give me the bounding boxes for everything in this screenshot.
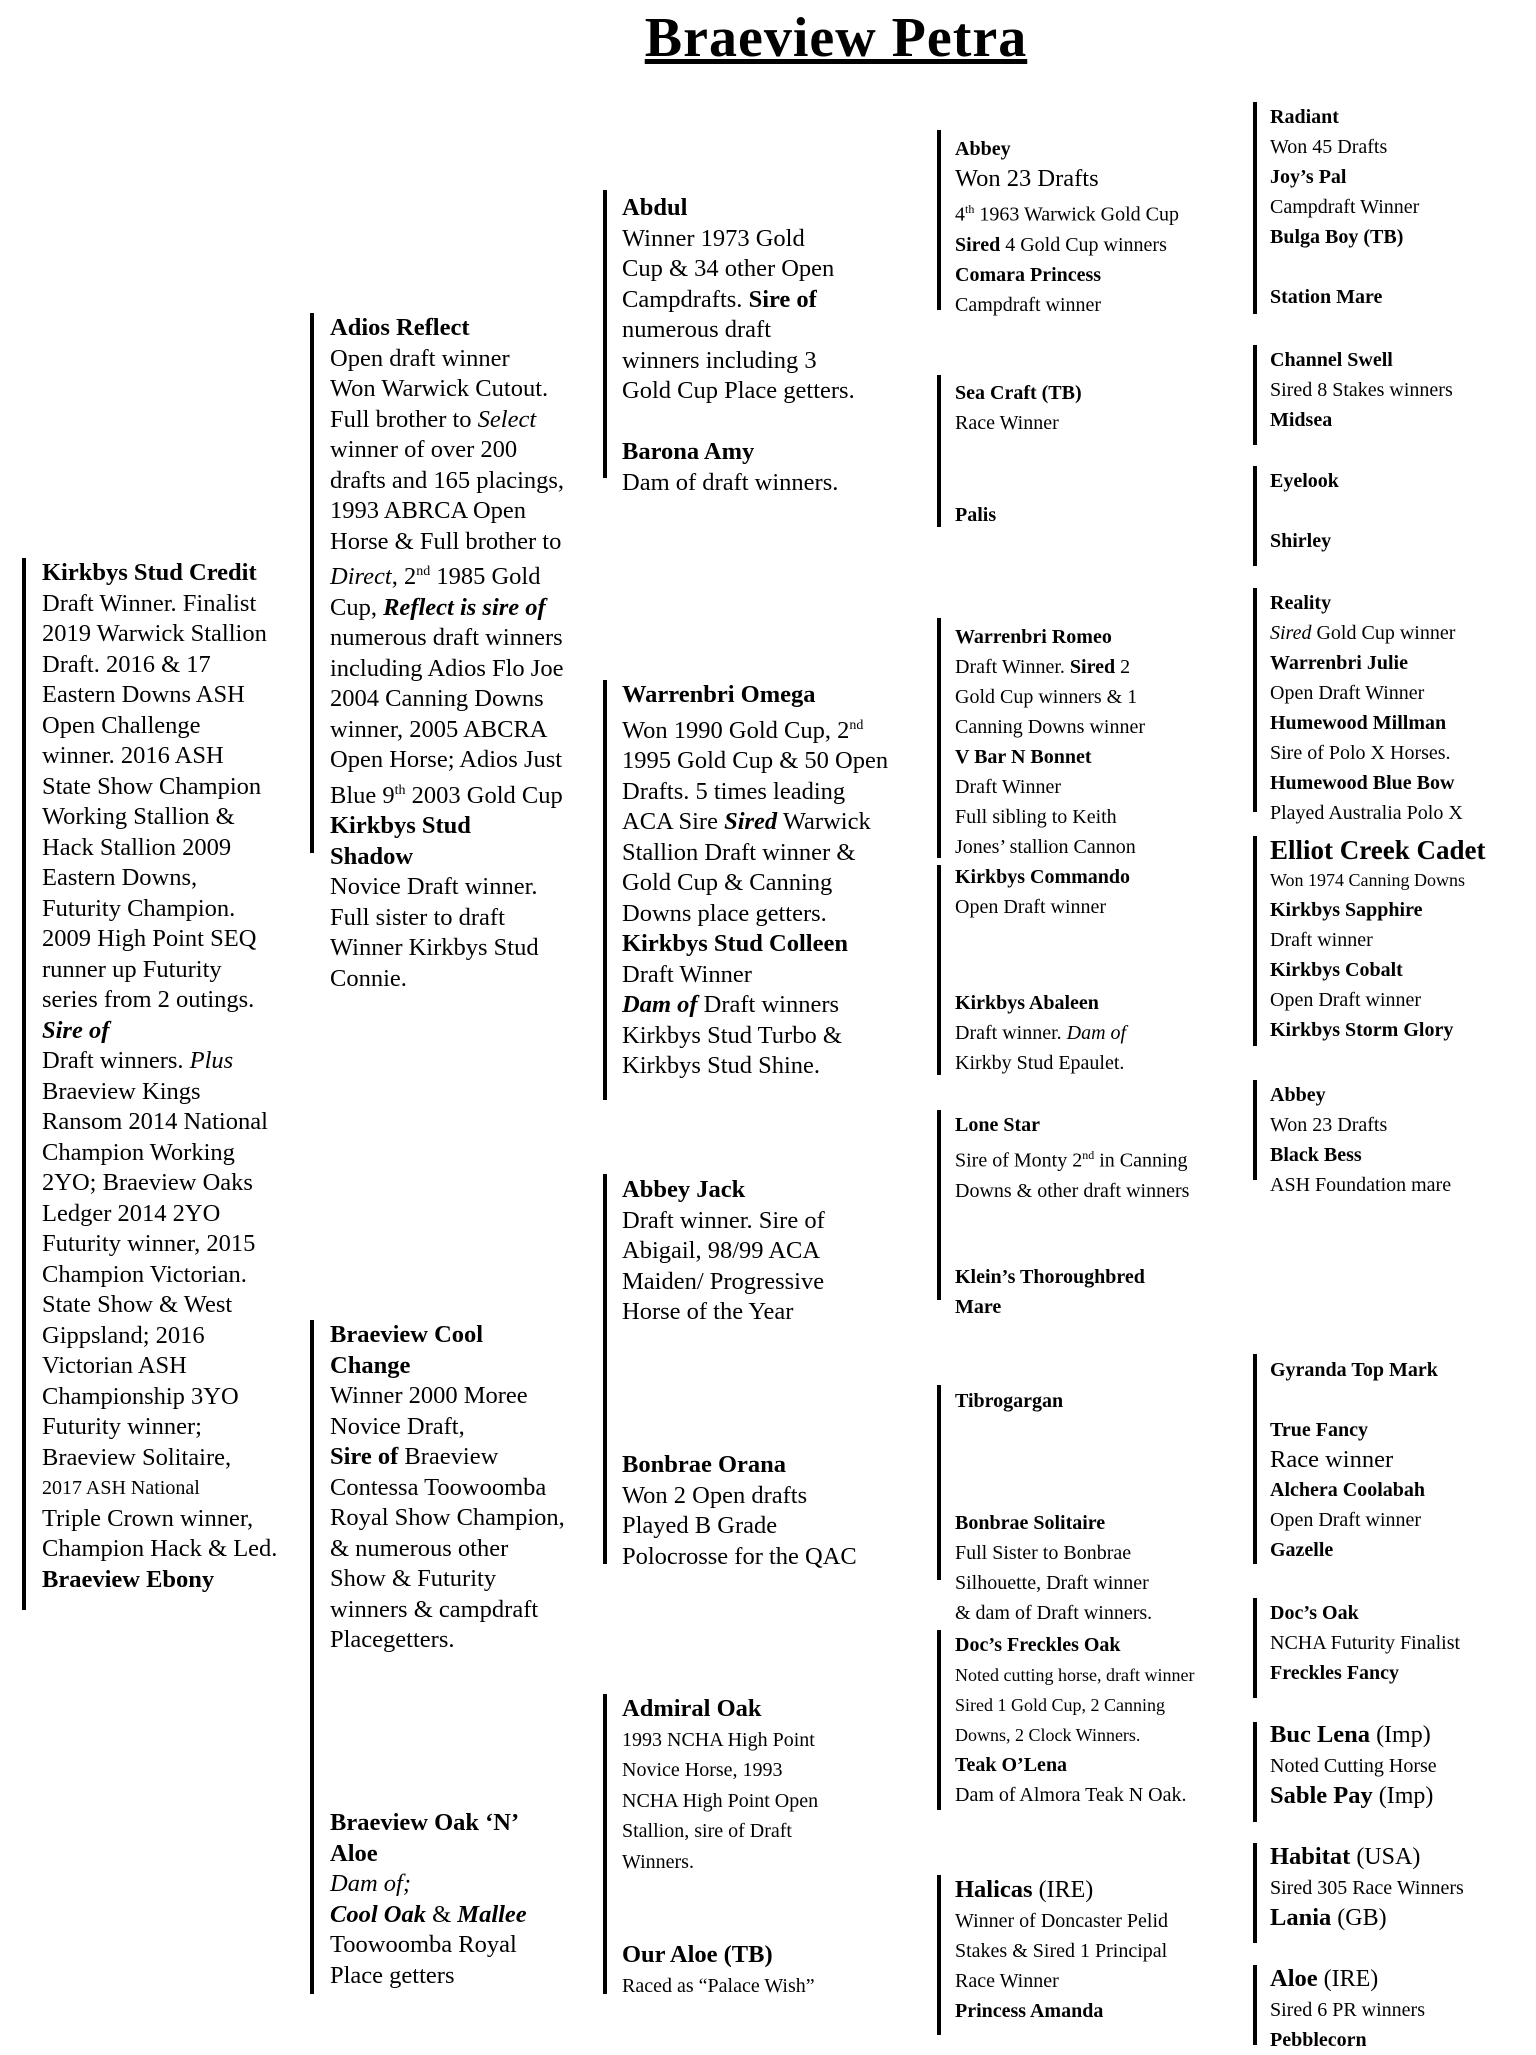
horse-name: Black Bess [1270,1144,1362,1166]
horse-name: Lone Star [955,1114,1040,1136]
gen5-group-7 [1270,1355,1535,1565]
note: NCHA High Point Open [622,1789,819,1812]
note: 1985 Gold [430,563,541,591]
note: Open Horse; Adios Just [330,746,563,774]
note: Cup, [330,593,384,621]
note: Canning Downs winner [955,716,1145,738]
horse-name: Reality [1270,592,1332,614]
note: Hack Stallion 2009 [42,833,232,861]
gen5-group-5 [1270,835,1535,1045]
note: NCHA Futurity Finalist [1270,1632,1461,1654]
gen4-entry-bonbrae-solitaire [955,1508,1255,1628]
bracket-line [1253,1843,1257,1943]
note: Braeview Solitaire, [42,1443,232,1471]
horse-name: Aloe [330,1839,378,1867]
gen5-group-4 [1270,588,1535,828]
note: Race winner [1270,1446,1394,1473]
horse-name: Barona Amy [622,438,755,465]
horse-name: V Bar N Bonnet [955,746,1092,768]
note: Kirkbys Stud Shine. [622,1052,821,1080]
note: Stallion Draft winner & [622,838,856,866]
note: Downs place getters. [622,899,827,927]
horse-name: True Fancy [1270,1419,1368,1441]
note: 2YO; Braeview Oaks [42,1169,253,1196]
horse-name: Braeview Ebony [42,1565,215,1593]
note: winner. 2016 ASH [42,742,224,769]
horse-name: Klein’s Thoroughbred [955,1266,1145,1288]
note: winner of over 200 [330,436,518,463]
note: Draft winner [1270,929,1373,951]
note: Campdraft Winner [1270,196,1420,218]
note: Downs, 2 Clock Winners. [955,1725,1141,1745]
note: Ledger 2014 2YO [42,1199,221,1227]
page-title: Braeview Petra [644,7,1028,69]
gen3-entry-admiral-oak [622,1694,922,1877]
note: Draft winner. Sire of [622,1206,825,1234]
gen2-entry-braeview-oak-n-aloe [330,1808,600,1991]
note: Placegetters. [330,1626,455,1653]
horse-name: Abbey [955,138,1011,160]
note: Sire of Polo X Horses. [1270,742,1451,764]
bracket-line [603,680,607,1100]
note: Braeview Kings [42,1077,201,1105]
bracket-line [937,1510,941,1580]
note: th [965,202,975,216]
note: ACA Sire [622,808,725,836]
note: Raced as “Palace Wish” [622,1974,815,1997]
note: Won 45 Drafts [1270,136,1388,158]
note: 1963 Warwick Gold Cup [974,203,1180,226]
note: Won 23 Drafts [1270,1114,1388,1136]
note: Novice Draft winner. [330,873,538,901]
note: (GB) [1331,1905,1387,1931]
note: Won 1990 Gold Cup, 2 [622,716,850,744]
horse-name: Humewood Millman [1270,712,1447,734]
horse-name: Teak O’Lena [955,1754,1068,1776]
note: Kirkbys Stud Turbo & [622,1021,842,1049]
note: Gold Cup winner [1311,622,1456,644]
horse-name: Mare [955,1296,1002,1318]
gen5-group-8 [1270,1598,1535,1688]
bracket-line [1253,836,1257,1046]
note: Noted cutting horse, draft winner [955,1665,1195,1685]
horse-name: Warrenbri Romeo [955,626,1112,648]
horse-name: Gazelle [1270,1539,1334,1561]
sire-of-label: Sire of [42,1016,110,1044]
note: Draft Winner [622,960,752,988]
horse-name: Channel Swell [1270,349,1393,371]
gen2-entry-braeview-cool-change [330,1320,600,1656]
note: Blue 9 [330,781,395,809]
bracket-line [1253,1354,1257,1564]
gen2-entry-adios-reflect [330,313,600,994]
horse-name: Abbey Jack [622,1176,746,1203]
horse-name: Braeview Oak ‘N’ [330,1809,520,1836]
bracket-line [603,190,607,478]
note: Race Winner [955,1970,1059,1992]
gen4-entry-halicas [955,1875,1255,2026]
note: Open Challenge [42,711,201,739]
note: 4 Gold Cup winners [1000,233,1167,256]
note: Full brother to [330,405,478,433]
note: Show & Futurity [330,1565,497,1592]
note: & numerous other [330,1534,509,1562]
note: 2017 ASH National [42,1477,200,1499]
note: Full sister to draft [330,903,505,931]
note: Dam of Almora Teak N Oak. [955,1784,1187,1806]
note: Eastern Downs, [42,864,198,891]
note: Played B Grade [622,1512,778,1539]
note: Champion Working [42,1138,235,1166]
horse-name: Braeview Cool [330,1321,484,1348]
gen4-entry-kirkbys-abaleen [955,988,1255,1078]
note: Won 23 Drafts [955,165,1099,192]
horse-name: Alchera Coolabah [1270,1479,1425,1501]
note: Champion Victorian. [42,1260,247,1288]
horse-name: Bulga Boy (TB) [1270,226,1404,248]
note: Dam of [1066,1022,1127,1044]
note: Stakes & Sired 1 Principal [955,1940,1168,1962]
horse-name: Kirkbys Abaleen [955,992,1099,1014]
gen4-entry-kleins-mare [955,1262,1255,1322]
note: Draft winners [697,991,840,1019]
horse-name: Tibrogargan [955,1390,1064,1412]
horse-name: Admiral Oak [622,1695,762,1722]
note: Sired 6 PR winners [1270,1999,1425,2021]
bracket-line [1253,1965,1257,2045]
note: Futurity winner, 2015 [42,1230,256,1257]
note: Eastern Downs ASH [42,681,245,708]
note: series from 2 outings. [42,986,255,1013]
bracket-line [937,1385,941,1529]
gen4-entry-palis [955,500,1255,530]
horse-name: Gyranda Top Mark [1270,1359,1438,1381]
horse-name: Aloe [1270,1965,1318,1992]
note: Full sibling to Keith [955,806,1117,828]
note: Working Stallion & [42,803,235,830]
gen5-group-6 [1270,1080,1535,1200]
horse-name: Kirkbys Sapphire [1270,899,1423,921]
horse-name: Shadow [330,842,414,870]
note: Sired 1 Gold Cup, 2 Canning [955,1695,1165,1715]
gen3-entry-barona-amy [622,437,922,498]
horse-name: Doc’s Freckles Oak [955,1634,1121,1656]
bracket-line [937,618,941,858]
note: ASH Foundation mare [1270,1174,1452,1196]
note: Horse of the Year [622,1298,794,1325]
note: Sired [724,808,778,836]
note: numerous draft winners [330,624,563,652]
note: Won Warwick Cutout. [330,375,549,402]
gen4-entry-sea-craft [955,378,1255,438]
bracket-line [937,130,941,310]
horse-name: Kirkbys Commando [955,866,1131,888]
note: Downs & other draft winners [955,1179,1190,1202]
note: State Show & West [42,1291,233,1318]
horse-name: Joy’s Pal [1270,166,1347,188]
gen5-group-9 [1270,1720,1535,1812]
note: Place getters [330,1961,455,1989]
gen3-entry-abdul [622,193,922,407]
note: Gold Cup Place getters. [622,377,855,404]
note: Championship 3YO [42,1382,239,1410]
note: Open Draft Winner [1270,682,1425,704]
gen5-group-11 [1270,1964,1535,2055]
note: Toowoomba Royal [330,1931,517,1958]
note: Abigail, 98/99 ACA [622,1237,821,1264]
horse-name: Kirkbys Stud Colleen [622,930,848,958]
note: Draft Winner [955,776,1062,798]
note: Sire of [748,285,817,313]
gen3-entry-our-aloe [622,1940,922,2001]
horse-name: Abbey [1270,1084,1326,1106]
bracket-line [1253,1080,1257,1180]
horse-name: Buc Lena [1270,1721,1371,1748]
horse-name: Palis [955,504,997,526]
note: Mallee [457,1900,527,1928]
note: Winner 2000 Moree [330,1382,528,1409]
note: Victorian ASH [42,1352,187,1379]
note: Novice Horse, 1993 [622,1759,783,1781]
note: Futurity winner; [42,1413,202,1440]
horse-name: Bonbrae Orana [622,1451,787,1478]
note: (Imp) [1370,1722,1431,1748]
note: 4 [955,203,965,226]
bracket-line [310,313,314,853]
horse-name: Freckles Fancy [1270,1662,1400,1684]
note: Open Draft winner [1270,1509,1422,1531]
bracket-line [1253,466,1257,566]
note: Won 2 Open drafts [622,1481,808,1509]
note: 1993 ABRCA Open [330,497,527,524]
note: Connie. [330,964,407,992]
note: Futurity Champion. [42,894,236,922]
gen4-entry-warrenbri-romeo [955,622,1255,922]
note: nd [849,717,864,733]
horse-name: Our Aloe (TB) [622,1941,773,1968]
note: Race Winner [955,412,1059,434]
bracket-line [1253,588,1257,812]
horse-name: Kirkbys Cobalt [1270,959,1403,981]
horse-name: Princess Amanda [955,2000,1104,2022]
note: Dam of; [330,1870,411,1897]
note: Draft winners. [42,1047,184,1074]
horse-name: Radiant [1270,106,1339,128]
note: Maiden/ Progressive [622,1267,825,1295]
note: Gold Cup winners & 1 [955,686,1138,708]
bracket-line [1253,345,1257,445]
note: Select [477,405,537,433]
note: Sired [955,233,1001,256]
gen1-entry-kirkbys-stud-credit [42,558,312,1595]
horse-name: Kirkbys Storm Glory [1270,1019,1454,1041]
note: winners including 3 [622,346,817,374]
bracket-line [1253,1598,1257,1698]
note: nd [416,564,431,579]
horse-name: Lania [1270,1904,1332,1931]
note: in Canning [1094,1149,1188,1172]
note: Triple Crown winner, [42,1504,254,1532]
horse-name: Doc’s Oak [1270,1602,1359,1624]
note: Dam of [622,991,698,1019]
bracket-line [937,1630,941,1810]
note: Sired [1270,622,1312,644]
note: Campdrafts. [622,285,749,313]
gen5-group-3 [1270,466,1535,556]
note: Direct [330,563,392,591]
gen3-entry-bonbrae-orana [622,1450,922,1572]
gen4-entry-docs-freckles-oak [955,1630,1255,1810]
note: Sired [1069,656,1116,678]
bracket-line [1253,102,1257,314]
note: Winner 1973 Gold [622,224,805,252]
note: winner, 2005 ABCRA [330,715,548,743]
bracket-line [937,375,941,527]
note: (Imp) [1372,1783,1434,1809]
horse-name: Warrenbri Julie [1270,652,1408,674]
note: Sired 8 Stakes winners [1270,379,1453,401]
horse-name: Bonbrae Solitaire [955,1512,1106,1534]
horse-name: Kirkbys Stud [330,812,471,840]
note: Novice Draft, [330,1412,465,1440]
horse-name: Eyelook [1270,470,1339,492]
gen5-group-1 [1270,102,1535,312]
bracket-line [603,1694,607,1994]
horse-name: Abdul [622,194,688,221]
note: Won 1974 Canning Downs [1270,870,1466,890]
note: 2009 High Point SEQ [42,925,257,952]
note: 1995 Gold Cup & 50 Open [622,747,889,775]
note: (IRE) [1032,1877,1094,1903]
horse-name: Adios Reflect [330,314,470,341]
gen4-entry-tibrogargan [955,1386,1255,1416]
note: nd [1082,1148,1095,1162]
gen3-entry-warrenbri-omega [622,680,932,1082]
horse-name: Sable Pay [1270,1782,1373,1809]
note: Drafts. 5 times leading [622,777,846,805]
note: Warwick [777,808,871,836]
note: Gold Cup & Canning [622,869,833,897]
note: & [425,1900,458,1928]
horse-name: Elliot Creek Cadet [1270,835,1486,865]
note: Reflect is sire of [383,593,546,621]
note: Draft winner. [955,1022,1067,1044]
note: State Show Champion [42,772,262,800]
note: Draft Winner. [955,656,1070,678]
note: Kirkby Stud Epaulet. [955,1052,1125,1074]
note: Cool Oak [330,1900,426,1928]
horse-name: Comara Princess [955,263,1102,286]
gen3-entry-abbey-jack [622,1175,922,1328]
note: Draft. 2016 & 17 [42,650,211,678]
note: Open Draft winner [1270,989,1422,1011]
horse-name: Midsea [1270,409,1333,431]
horse-name: Shirley [1270,530,1332,552]
note: (IRE) [1317,1966,1379,1992]
horse-name: Pebblecorn [1270,2029,1367,2051]
gen4-entry-abbey [955,134,1255,320]
note: Cup & 34 other Open [622,255,835,282]
note: Winner Kirkbys Stud [330,934,539,962]
note: Campdraft winner [955,293,1102,316]
note: th [394,782,406,798]
horse-name: Change [330,1351,411,1379]
note: Sire of Monty 2 [955,1149,1083,1172]
note: , 2 [391,563,417,591]
note: Champion Hack & Led. [42,1535,278,1562]
note: Full Sister to Bonbrae [955,1542,1132,1564]
horse-name: Halicas [955,1876,1033,1903]
bracket-line [937,1875,941,2035]
note: Winner of Doncaster Pelid [955,1910,1169,1932]
plus-label: Plus [189,1047,234,1074]
gen5-group-2 [1270,345,1535,435]
note: runner up Futurity [42,955,222,983]
note: numerous draft [622,316,771,343]
horse-name: Sea Craft (TB) [955,382,1082,404]
horse-name: Humewood Blue Bow [1270,772,1455,794]
bracket-line [937,1110,941,1300]
note: 2004 Canning Downs [330,685,544,713]
note: Ransom 2014 National [42,1108,268,1135]
note: 2003 Gold Cup [405,781,563,809]
gen4-entry-lone-star [955,1110,1255,1206]
horse-name: Station Mare [1270,286,1383,308]
horse-name: Warrenbri Omega [622,681,816,708]
bracket-line [1253,1722,1257,1822]
note: drafts and 165 placings, [330,466,565,494]
bracket-line [937,865,941,1075]
bracket-line [603,1174,607,1564]
note: Gippsland; 2016 [42,1321,205,1349]
note: including Adios Flo Joe [330,654,564,682]
note: Stallion, sire of Draft [622,1820,792,1842]
note: Noted Cutting Horse [1270,1755,1437,1777]
horse-name: Kirkbys Stud Credit [42,559,257,586]
note: winners & campdraft [330,1595,539,1623]
note: Winners. [622,1850,694,1873]
note: Draft Winner. Finalist [42,589,257,617]
horse-name: Habitat [1270,1843,1351,1870]
note: Horse & Full brother to [330,527,562,555]
note: Played Australia Polo X [1270,802,1463,824]
note: Silhouette, Draft winner [955,1572,1149,1594]
note: 2019 Warwick Stallion [42,620,267,647]
note: Open Draft winner [955,896,1107,918]
note: 1993 NCHA High Point [622,1728,815,1751]
note: Braeview [398,1443,499,1470]
note: & dam of Draft winners. [955,1602,1153,1624]
note: Jones’ stallion Cannon [955,836,1136,858]
note: Open draft winner [330,344,510,372]
note: Contessa Toowoomba [330,1473,547,1501]
note: Royal Show Champion, [330,1504,565,1531]
note: (USA) [1350,1844,1421,1870]
note: Sired 305 Race Winners [1270,1877,1464,1899]
bracket-line [310,1320,314,1994]
gen5-group-10 [1270,1842,1535,1934]
note: Polocrosse for the QAC [622,1542,857,1570]
note: 2 [1115,656,1131,678]
bracket-line [22,558,26,1610]
note: Dam of draft winners. [622,468,839,496]
note: Sire of [330,1443,399,1470]
